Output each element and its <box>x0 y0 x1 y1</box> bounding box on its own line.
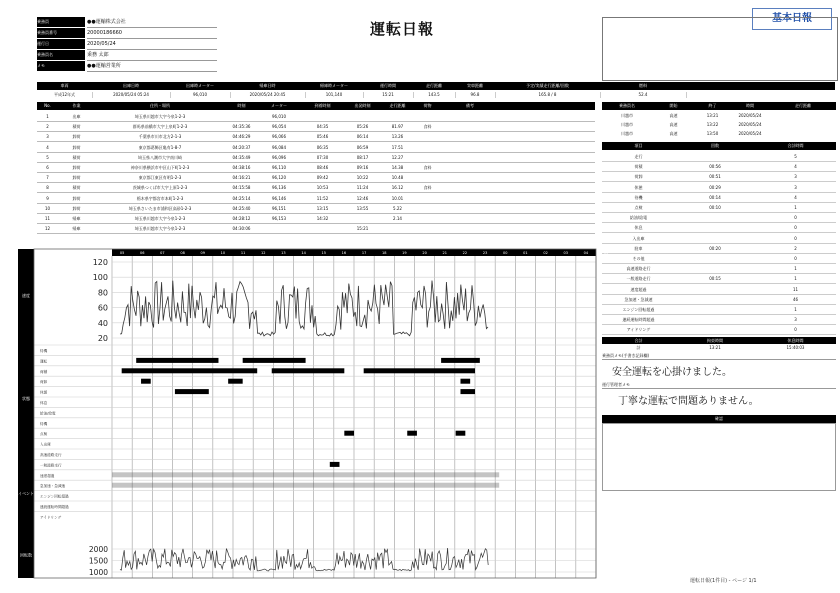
header-info-value: 乗務 太郎 <box>87 50 217 61</box>
trip-cell: 10.01 <box>391 195 404 201</box>
trip-cell: 17.51 <box>391 144 404 150</box>
trip-cell: 茨城県つくば市大字上原1-2-3 <box>132 185 188 191</box>
stats-cell: 4 <box>794 194 797 200</box>
trip-cell: 04:25:14 <box>232 195 251 201</box>
trip-cell: 09:16 <box>356 165 369 170</box>
stats-cell: 0 <box>794 256 797 261</box>
summary-header: 予定/実績走行距離/回数 <box>526 83 569 88</box>
chart-hour-label: 07 <box>160 251 165 255</box>
stats-cell: 4 <box>794 164 797 170</box>
state-bar <box>364 368 475 373</box>
trip-cell: 96,146 <box>272 195 286 201</box>
chart-section-label: 回転数 <box>20 552 32 558</box>
stats-cell: 点検 <box>634 205 643 210</box>
chart-hour-label: 20 <box>422 251 427 255</box>
highway-cell: 高速 <box>669 122 678 127</box>
summary-value: 52.4 <box>600 92 687 98</box>
trip-cell: 04:25:40 <box>232 205 251 211</box>
trip-cell: 04:15:58 <box>232 185 251 191</box>
stats-cell: 00:20 <box>709 245 721 251</box>
chart-hour-label: 02 <box>543 251 548 255</box>
trip-cell: 10.48 <box>391 175 404 181</box>
stats-total-value: 15:40:03 <box>786 345 805 350</box>
stats-cell: 11 <box>792 286 799 292</box>
trip-cell: 卸荷 <box>72 195 81 201</box>
trip-cell: 81.97 <box>391 124 404 130</box>
highway-header: 開始 <box>669 103 678 108</box>
summary-value: 15:21 <box>363 92 414 98</box>
trip-cell: 05:26 <box>356 124 369 130</box>
trip-cell: 06:59 <box>356 144 369 150</box>
trip-cell: 12:46 <box>356 195 369 201</box>
trip-cell: 96,110 <box>272 165 286 170</box>
trip-cell: 96,151 <box>272 205 286 211</box>
stats-total-header: 拘束時間 <box>707 338 723 343</box>
trip-cell: 14.38 <box>391 165 404 170</box>
trip-cell: 2.14 <box>393 216 402 221</box>
trip-cell: 栃木県宇都宮市本町1-2-3 <box>136 195 184 201</box>
stats-cell: 休息 <box>634 225 643 231</box>
chart-hour-label: 09 <box>200 251 205 255</box>
chart-hour-label: 12 <box>261 251 266 255</box>
state-bar <box>175 389 209 394</box>
stats-cell: 0 <box>794 327 797 333</box>
state-row-label: 休息 <box>40 401 48 405</box>
speed-tick: 40 <box>97 318 108 328</box>
stats-cell: 00:51 <box>709 174 721 180</box>
trip-cell: 96,120 <box>272 175 286 181</box>
highway-cell: 13:21 <box>706 113 719 118</box>
chart-section-label: 状態 <box>22 396 30 401</box>
speed-tick: 100 <box>92 273 108 283</box>
state-row-label: 荷卸 <box>40 380 48 385</box>
trip-cell: 6 <box>46 165 49 170</box>
trip-cell: 神奈川県横浜市中区山下町1-2-3 <box>130 165 190 170</box>
stats-header: 項目 <box>634 143 643 148</box>
trip-cell: 96,136 <box>272 185 286 191</box>
trip-cell: 05:46 <box>316 134 329 140</box>
header-info-label: メモ <box>37 61 85 71</box>
stats-cell: 1 <box>794 266 797 272</box>
stats-total-header: 合計 <box>634 338 643 343</box>
header-info-value: 20000186660 <box>87 28 217 39</box>
state-bar <box>460 389 475 394</box>
stats-cell: 2 <box>794 245 797 251</box>
trip-cell: 2 <box>46 124 49 130</box>
trip-cell: 08:46 <box>316 165 329 170</box>
stats-cell: 3 <box>794 184 797 190</box>
state-row-label: 待機 <box>40 349 48 353</box>
summary-value: 2020/05/24 20:45 <box>230 92 306 98</box>
highway-cell: 高速 <box>669 113 678 118</box>
trip-cell: 10:22 <box>356 175 369 181</box>
trip-cell: 04:38:16 <box>232 165 251 170</box>
trip-cell: 積荷 <box>72 154 81 160</box>
trip-cell: 埼玉県さいたま市浦和区高砂1-2-3 <box>128 205 192 211</box>
summary-header: 出庫日時 <box>123 83 139 88</box>
state-bar <box>272 368 345 373</box>
stats-header: 合計時間 <box>787 143 804 148</box>
highway-header: 終了 <box>708 103 717 108</box>
stats-cell: その他 <box>632 256 645 261</box>
document-title: 運転日報 <box>370 20 435 38</box>
header-info-value: 2020/05/24 <box>87 39 217 50</box>
stats-cell: 入出庫 <box>632 235 645 241</box>
trip-cell: 06:14 <box>356 134 369 140</box>
summary-header: 帰庫時メーター <box>320 83 348 88</box>
stats-cell: 0 <box>794 225 797 231</box>
stats-cell: 0 <box>794 235 797 241</box>
trip-cell: 食料 <box>423 185 432 191</box>
stats-cell: エンジン回転超過 <box>622 307 655 312</box>
header-info-value: ●●運輸株式会社 <box>87 17 217 28</box>
header-info-label: 乗務員番号 <box>37 28 85 38</box>
daily-report-tag[interactable]: 基本日報 <box>752 8 832 30</box>
state-bar <box>122 368 258 373</box>
stats-cell: 00:14 <box>709 194 721 200</box>
state-bar <box>112 483 499 488</box>
highway-header: 走行距離 <box>795 103 811 108</box>
trip-cell: 04:35 <box>316 124 329 130</box>
trip-cell: 食料 <box>423 124 432 130</box>
stats-cell: 待機 <box>634 194 643 200</box>
stats-cell: 00:15 <box>709 276 721 282</box>
summary-header: 車両 <box>60 83 69 88</box>
trip-cell: 埼玉県川越市大字今泉1-2-3 <box>134 226 186 232</box>
speed-tick: 60 <box>97 303 108 313</box>
trip-cell: 帰庫 <box>72 226 81 232</box>
summary-value: 101,140 <box>305 92 364 98</box>
stats-cell: 休憩 <box>634 184 643 190</box>
trip-cell: 食料 <box>423 165 432 170</box>
chart-hour-label: 06 <box>140 251 145 255</box>
trip-cell: 04:28:12 <box>232 216 251 221</box>
trip-cell: 04:35:49 <box>232 154 251 160</box>
chart-hour-label: 08 <box>180 251 185 255</box>
header-info-label: 運行日 <box>37 39 85 49</box>
highway-cell: 2020/05/24 <box>738 122 762 127</box>
stats-cell: 00:56 <box>709 164 721 170</box>
trip-cell: 96,084 <box>272 144 286 150</box>
trip-cell: 出庫 <box>72 114 81 119</box>
summary-value: 96.8 <box>455 92 496 98</box>
stats-cell: 駐車 <box>634 245 643 251</box>
trip-cell: 04:46:29 <box>232 134 251 140</box>
highway-cell: 高速 <box>669 131 678 136</box>
trip-cell: 12.27 <box>391 154 404 160</box>
trip-cell: 04:30:06 <box>232 226 251 232</box>
trip-cell: 13.26 <box>391 134 404 140</box>
trip-cell: 1 <box>46 114 49 119</box>
trip-cell: 04:20:37 <box>232 144 251 150</box>
state-bar <box>228 379 243 384</box>
stats-cell: 5 <box>794 154 797 159</box>
highway-header: 時間 <box>746 103 754 108</box>
stats-total-header: 休息時間 <box>787 338 804 343</box>
trip-cell: 12 <box>44 226 51 232</box>
stats-cell: 00:10 <box>709 205 721 210</box>
stats-total-value: 13:21 <box>709 345 721 350</box>
stats-cell: 3 <box>794 174 797 180</box>
header-info-value: ●●運輸営業所 <box>87 61 217 72</box>
trip-cell: 7 <box>46 175 49 181</box>
trip-cell: 卸荷 <box>72 175 81 181</box>
trip-cell: 14:32 <box>316 216 329 221</box>
highway-cell: 2020/05/24 <box>738 113 762 118</box>
chart-hour-label: 11 <box>240 251 246 255</box>
trip-header: 作業 <box>72 103 81 108</box>
chart-frame <box>34 249 596 578</box>
summary-header: 実車距離 <box>467 83 483 88</box>
trip-cell: 10:53 <box>316 185 329 191</box>
chart-hour-label: 14 <box>301 251 306 255</box>
page-footer: 運転日報(1件目) - ページ 1/1 <box>690 578 757 584</box>
trip-cell: 96,066 <box>272 134 286 140</box>
summary-header: 運行時間 <box>380 83 396 88</box>
summary-header: 帰庫日時 <box>259 83 276 88</box>
stats-cell: 急加速・急減速 <box>624 296 653 302</box>
trip-header: 出発時刻 <box>354 103 371 108</box>
trip-cell: 96,153 <box>272 216 286 221</box>
rpm-tick: 1500 <box>88 556 108 566</box>
trip-cell: 3 <box>46 134 49 140</box>
trip-header: 走行距離 <box>389 103 406 108</box>
summary-value: 平成12年式 <box>37 92 93 98</box>
summary-header: 出庫時メーター <box>186 83 214 88</box>
stats-total-value: 計 <box>636 345 641 350</box>
memo-text: 安全運転を心掛けました。 <box>612 367 732 378</box>
highway-cell: 川越市 <box>621 113 633 118</box>
trip-cell: 卸荷 <box>72 144 81 150</box>
chart-hour-label: 10 <box>220 251 226 255</box>
chart-hour-label: 18 <box>382 251 387 255</box>
stats-cell: 速度超過 <box>630 286 647 292</box>
trip-cell: 96,096 <box>272 154 286 160</box>
rpm-trace <box>120 548 488 571</box>
chart-hour-label: 03 <box>563 251 568 255</box>
state-row-label: 一般道路走行 <box>40 463 62 468</box>
chart-hour-label: 13 <box>281 251 286 255</box>
trip-header: 住所・場所 <box>150 103 170 108</box>
chart-hour-label: 05 <box>603 251 609 255</box>
trip-header: 荷物 <box>423 103 432 108</box>
trip-cell: 帰庫 <box>72 216 81 221</box>
speed-trace <box>120 281 488 337</box>
highway-cell: 13:22 <box>706 122 719 127</box>
trip-cell: 04:35:36 <box>232 124 251 130</box>
speed-tick: 20 <box>97 334 108 343</box>
state-row-label: 荷積 <box>40 369 48 374</box>
trip-cell: 11:24 <box>356 185 369 191</box>
chart-hour-label: 01 <box>523 251 528 255</box>
trip-cell: 4 <box>46 144 49 150</box>
state-bar <box>141 379 151 384</box>
trip-header: 時刻 <box>237 103 246 108</box>
trip-header: メーター <box>271 103 287 108</box>
trip-cell: 積荷 <box>72 185 81 191</box>
summary-header: 燃料 <box>639 83 647 88</box>
trip-cell: 5 <box>46 154 49 160</box>
trip-cell: 8 <box>46 185 49 191</box>
state-row-label: 点検 <box>40 432 48 437</box>
stats-cell: 1 <box>794 307 797 312</box>
state-row-label: 連続運転時間超過 <box>40 505 69 509</box>
highway-cell: 川越市 <box>621 131 633 136</box>
stamp-label: 確認 <box>602 415 836 423</box>
trip-cell: 06:35 <box>316 144 329 150</box>
trip-header: No. <box>44 103 51 108</box>
highway-cell: 2020/05/24 <box>738 131 762 136</box>
chart-hour-label: 19 <box>402 251 407 255</box>
trip-cell: 96,010 <box>272 114 286 119</box>
trip-cell: 15:21 <box>356 226 369 232</box>
trip-cell: 16.12 <box>391 185 404 191</box>
stats-cell: 1 <box>794 205 797 210</box>
chart-hour-label: 23 <box>482 251 488 255</box>
chart-left-strip <box>18 249 34 578</box>
summary-value: 96,010 <box>170 92 231 98</box>
stats-cell: 1 <box>794 276 797 282</box>
trip-cell: 96,054 <box>272 124 286 130</box>
trip-cell: 卸荷 <box>72 205 81 211</box>
state-row-label: 運転 <box>40 359 48 364</box>
state-row-label: エンジン回転超過 <box>40 494 69 499</box>
trip-cell: 08:17 <box>356 154 369 160</box>
header-info-label: 乗務員名 <box>37 50 85 60</box>
trip-cell: 卸荷 <box>72 165 81 170</box>
state-row-label: 入出庫 <box>40 442 51 447</box>
speed-tick: 80 <box>97 288 108 298</box>
stats-cell: 00:29 <box>709 184 721 190</box>
chart-hour-label: 16 <box>341 251 347 255</box>
state-row-label: アイドリング <box>40 515 62 520</box>
rpm-tick: 2000 <box>88 545 108 554</box>
stats-cell: 給油/給電 <box>629 215 648 221</box>
state-bar <box>344 431 354 436</box>
trip-cell: 07:30 <box>316 154 329 160</box>
trip-header: 備考 <box>466 103 474 108</box>
rpm-tick: 1000 <box>88 568 108 577</box>
summary-value: 143.5 <box>413 92 456 98</box>
state-bar <box>330 462 340 467</box>
highway-cell: 13:50 <box>706 131 719 136</box>
stats-cell: 連続運転時間超過 <box>622 317 655 323</box>
stats-cell: 荷積 <box>634 164 643 170</box>
stats-cell: 高速道路走行 <box>626 266 651 272</box>
state-row-label: 休憩 <box>40 390 48 395</box>
trip-cell: 13:15 <box>316 205 329 211</box>
summary-value: 165.8 / 8 <box>495 92 601 98</box>
chart-hour-label: 05 <box>119 251 125 255</box>
trip-cell: 04:16:21 <box>232 175 251 181</box>
trip-cell: 11:52 <box>316 195 329 201</box>
state-row-label: 速度超過 <box>40 473 55 478</box>
chart-hour-label: 15 <box>321 251 326 255</box>
speed-tick: 120 <box>92 258 108 267</box>
state-bar <box>112 472 499 477</box>
memo-label: 運行管理者メモ <box>602 382 836 389</box>
trip-cell: 9 <box>46 195 49 201</box>
stats-cell: 一般道路走行 <box>626 276 651 282</box>
trip-cell: 埼玉県川越市大字今泉1-2-3 <box>134 216 186 221</box>
stats-cell: 46 <box>792 296 799 302</box>
chart-hour-label: 04 <box>583 251 589 255</box>
stats-header: 回数 <box>711 143 719 148</box>
chart-section-label: イベント <box>18 491 34 496</box>
trip-cell: 積荷 <box>72 124 81 130</box>
header-info-label: 乗務員 <box>37 17 85 27</box>
trip-cell: 09:42 <box>316 175 329 181</box>
summary-value: 2020/05/24 05:24 <box>92 92 171 98</box>
trip-cell: 埼玉県八潮市大字南川崎 <box>138 154 182 160</box>
state-row-label: 急加速・急減速 <box>40 484 66 489</box>
memo-text: 丁寧な運転で問題ありません。 <box>618 396 759 407</box>
trip-cell: 13:55 <box>356 205 369 211</box>
stats-cell: 3 <box>794 317 797 323</box>
chart-hour-label: 21 <box>442 251 447 255</box>
chart-hour-label: 00 <box>503 251 508 255</box>
stats-cell: アイドリング <box>626 327 651 333</box>
trip-cell: 千葉県市川市北方2-1-3 <box>138 134 182 140</box>
summary-header: 走行距離 <box>426 83 442 88</box>
trip-cell: 群馬県前橋市大字上泉町1-2-3 <box>132 124 188 130</box>
trip-cell: 東京都江東区有明1-2-3 <box>138 175 182 181</box>
trip-header: 到着時刻 <box>314 103 331 108</box>
state-bar <box>460 379 470 384</box>
chart-hour-label: 17 <box>361 251 367 255</box>
trip-cell: 東京都葛飾区亀有1-8-7 <box>138 144 182 150</box>
state-bar <box>407 431 417 436</box>
highway-cell: 川越市 <box>621 122 633 127</box>
chart-hour-label: 22 <box>462 251 468 255</box>
state-bar <box>136 358 218 363</box>
state-row-label: 給油/給電 <box>40 411 56 416</box>
state-row-label: 待機 <box>40 421 48 426</box>
stats-cell: 走行 <box>634 154 643 159</box>
trip-cell: 10 <box>44 205 51 211</box>
trip-cell: 5.22 <box>393 205 402 211</box>
state-row-label: 高速道路走行 <box>40 453 62 457</box>
state-bar <box>243 358 306 363</box>
state-bar <box>441 358 480 363</box>
stats-cell: 荷卸 <box>634 174 643 180</box>
trip-cell: 埼玉県川越市大字今泉1-2-3 <box>134 114 186 119</box>
memo-label: 乗務員メモ(手書き記録欄) <box>602 353 836 360</box>
state-bar <box>456 431 466 436</box>
trip-cell: 11 <box>44 216 51 221</box>
chart-section-label: 速度 <box>22 293 30 298</box>
trip-cell: 卸荷 <box>72 134 81 140</box>
highway-header: 乗務員名 <box>619 103 635 108</box>
stats-cell: 0 <box>794 215 797 221</box>
